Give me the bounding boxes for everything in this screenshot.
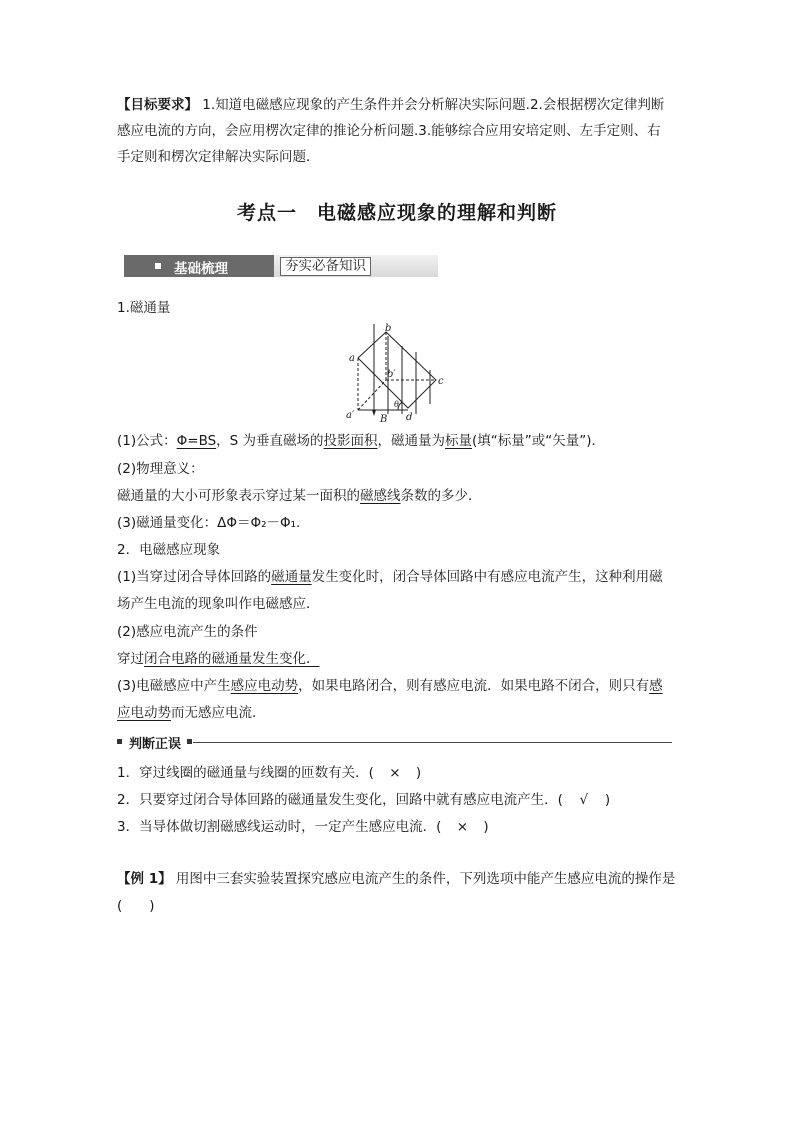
flux-meaning-blank: 磁感线 — [360, 488, 401, 504]
judge-item-text: 3．当导体做切割磁感线运动时，一定产生感应电流．( — [117, 819, 442, 835]
induction-p1-post: 发生变化时，闭合导体回路中有感应电流产生，这种利用磁 — [311, 569, 663, 585]
induction-p1-line2: 场产生电流的现象叫作电磁感应． — [117, 596, 320, 612]
induction-cond-blank2: 磁通量发生变化 — [211, 651, 306, 667]
induction-p3-blank2a: 感 — [649, 678, 663, 694]
judge-item-text: 2．只要穿过闭合导体回路的磁通量发生变化，回路中就有感应电流产生．( — [117, 792, 563, 808]
tilted-plane — [358, 332, 436, 408]
banner-dark-label: 基础梳理 — [174, 261, 228, 277]
induction-p3 — [117, 673, 663, 699]
judge-item-text: 1．穿过线圈的磁通量与线圈的匝数有关．( — [117, 765, 374, 781]
example-label: 【例 1】 — [117, 871, 172, 887]
judge-item-mark: √ — [579, 792, 589, 808]
banner-dark — [124, 255, 274, 277]
induction-p3-post: 而无感应电流． — [171, 705, 266, 721]
label-B: B — [380, 414, 388, 425]
label-b-prime: b′ — [387, 369, 396, 380]
induction-cond-post: ． — [306, 651, 320, 667]
label-d: d — [406, 412, 413, 423]
flux-formula-mid: ，S 为垂直磁场的 — [216, 433, 324, 449]
objectives-line-3: 手定则和楞次定律解决实际问题． — [117, 149, 320, 165]
label-b: b — [385, 323, 392, 334]
induction-p1-blank: 磁通量 — [271, 569, 312, 585]
flux-formula-mid2: ，磁通量为 — [377, 433, 446, 449]
induction-cond-pre: 穿过 — [117, 651, 144, 667]
flux-meaning-post: 条数的多少． — [400, 488, 482, 504]
judge-header — [117, 733, 672, 753]
judge-item-close: ) — [483, 819, 489, 835]
induction-cond-blank1: 闭合 — [144, 651, 171, 667]
flux-meaning-pre: 磁通量的大小可形象表示穿过某一面积的 — [117, 488, 360, 504]
induction-heading: 2．电磁感应现象 — [117, 542, 221, 558]
objectives-line-2: 感应电流的方向，会应用楞次定律的推论分析问题.3.能够综合应用安培定则、左手定则、右 — [117, 123, 661, 139]
induction-p3-blank2b: 应电动势 — [117, 705, 171, 721]
banner-light — [274, 255, 438, 277]
induction-cond-mid: 电路的 — [171, 651, 212, 667]
judge-item-close: ) — [604, 792, 611, 808]
label-theta: θ — [394, 400, 399, 409]
judge-item-mark: × — [389, 765, 401, 781]
field-arrow-icon — [372, 410, 376, 416]
judge-item — [117, 760, 421, 786]
induction-p3-mid: ，如果电路闭合，则有感应电流．如果电路不闭合，则只有 — [298, 678, 650, 694]
induction-p3-pre: (3)电磁感应中产生 — [117, 678, 231, 694]
induction-cond-heading: (2)感应电流产生的条件 — [117, 624, 258, 640]
judge-square-icon — [117, 739, 122, 744]
objectives-line-1 — [117, 92, 664, 118]
label-a-prime: a′ — [346, 410, 355, 421]
judge-item-mark: × — [456, 819, 469, 835]
section-title: 考点一 电磁感应现象的理解和判断 — [236, 202, 557, 224]
flux-formula — [117, 428, 605, 454]
objectives-text-1: 1.知道电磁感应现象的产生条件并会分析解决实际问题.2.会根据楞次定律判断 — [198, 97, 665, 113]
induction-p1-pre: (1)当穿过闭合导体回路的 — [117, 569, 272, 585]
flux-formula-blank: Φ=BS — [176, 433, 217, 449]
label-c: c — [438, 376, 444, 387]
example-text: 用图中三套实验装置探究感应电流产生的条件，下列选项中能产生感应电流的操作是 — [171, 871, 676, 887]
judge-item — [117, 814, 489, 840]
induction-p1 — [117, 564, 663, 590]
flux-meaning-heading: (2)物理意义： — [117, 461, 204, 477]
induction-p3-blank1: 感应电动势 — [230, 678, 299, 694]
induction-p3-line2 — [117, 700, 266, 726]
flux-heading: 1.磁通量 — [117, 300, 171, 316]
example-line-2: ( ) — [117, 898, 155, 914]
judge-divider — [193, 742, 672, 743]
flux-meaning — [117, 483, 482, 509]
example-line-1 — [117, 866, 675, 892]
flux-scalar-blank: 标量 — [445, 433, 473, 449]
induction-cond — [117, 646, 320, 672]
flux-change: (3)磁通量变化：ΔΦ＝Φ₂－Φ₁. — [117, 515, 301, 531]
flux-formula-pre: (1)公式： — [117, 433, 177, 449]
flux-formula-post: (填“标量”或“矢量”)． — [472, 433, 606, 449]
label-a: a — [349, 353, 355, 364]
judge-item-close: ) — [415, 765, 422, 781]
banner-square-icon — [155, 263, 161, 269]
flux-projection-blank: 投影面积 — [323, 433, 378, 449]
objectives-label: 【目标要求】 — [117, 97, 198, 113]
projection-edge — [358, 380, 386, 410]
banner-light-label: 夯实必备知识 — [280, 257, 371, 276]
judge-dot-icon — [187, 739, 192, 744]
knowledge-banner — [124, 255, 438, 277]
flux-figure — [340, 322, 450, 426]
judge-label: 判断正误 — [129, 737, 182, 752]
judge-item — [117, 787, 610, 813]
